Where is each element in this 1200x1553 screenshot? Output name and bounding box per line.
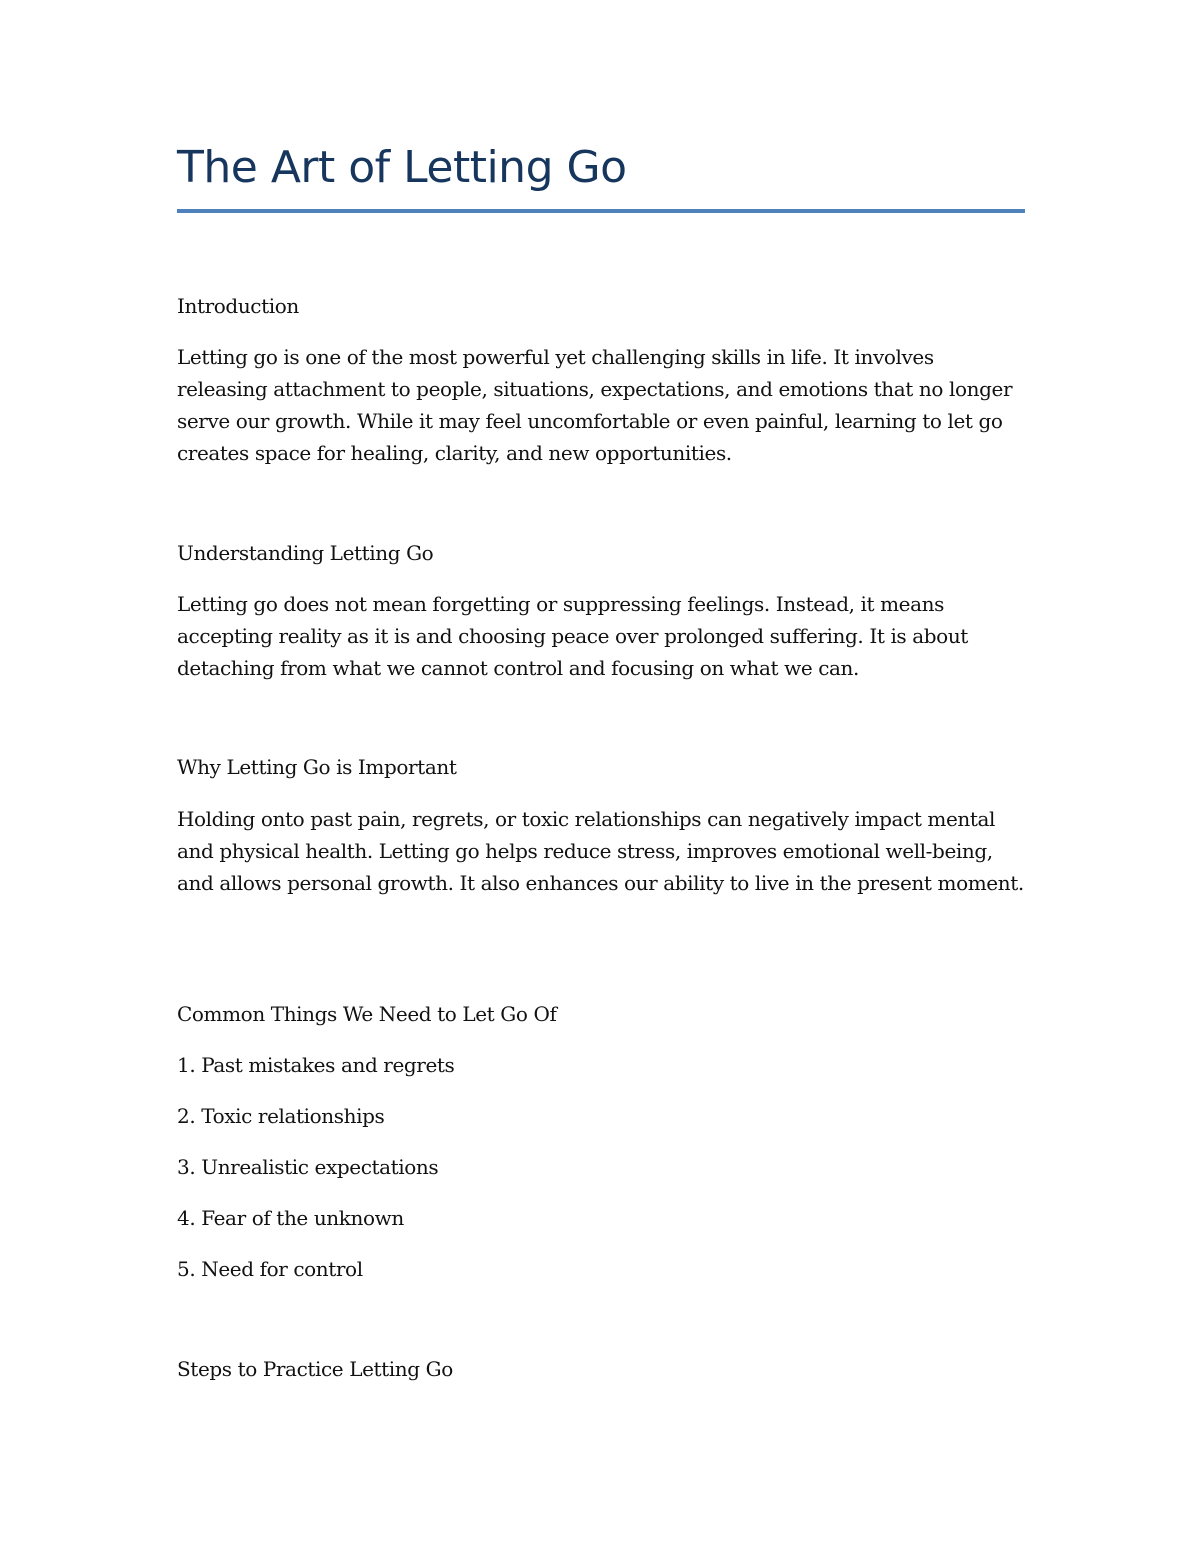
- section-heading-introduction: Introduction: [177, 294, 299, 318]
- section-body-understanding: Letting go does not mean forgetting or suppressing feelings. Instead, it means accepting reality as it is and choosing peace over prolonged suffering. It is about detaching from what we cannot control and focusing on what we can.: [177, 592, 968, 680]
- list-item: 3. Unrealistic expectations: [177, 1155, 439, 1179]
- section-heading-common-things: Common Things We Need to Let Go Of: [177, 1002, 557, 1026]
- section-heading-steps: Steps to Practice Letting Go: [177, 1357, 453, 1381]
- section-heading-importance: Why Letting Go is Important: [177, 755, 457, 779]
- title-underline: [177, 209, 1025, 213]
- section-body-introduction: Letting go is one of the most powerful yet challenging skills in life. It involves releasing attachment to people, situations, expectations, and emotions that no longer serve our growth. While it may feel uncomfortable or even painful, learning to let go creates space for healing, clarity, and new opportunities.: [177, 345, 1013, 465]
- section-body-importance: Holding onto past pain, regrets, or toxic relationships can negatively impact mental and physical health. Letting go helps reduce stress, improves emotional well-being, and allows personal growth. It also enhances our ability to live in the present moment.: [177, 807, 1024, 895]
- list-item: 1. Past mistakes and regrets: [177, 1053, 455, 1077]
- section-heading-understanding: Understanding Letting Go: [177, 541, 434, 565]
- document-title: The Art of Letting Go: [177, 142, 627, 193]
- document-page: [177, 0, 1025, 1553]
- list-item: 2. Toxic relationships: [177, 1104, 385, 1128]
- list-item: 5. Need for control: [177, 1257, 363, 1281]
- list-item: 4. Fear of the unknown: [177, 1206, 404, 1230]
